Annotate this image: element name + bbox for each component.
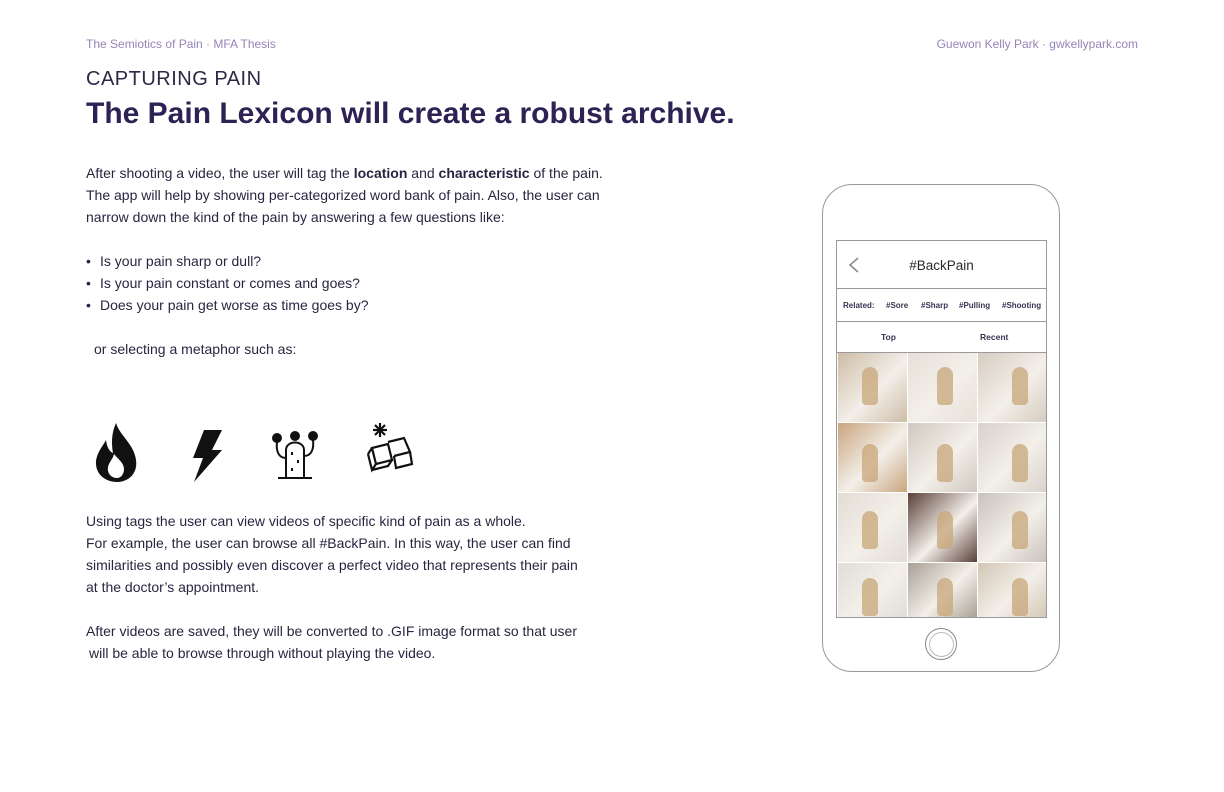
wooden-mannequin-figure bbox=[862, 578, 878, 616]
fire-icon bbox=[86, 420, 148, 486]
video-thumbnail[interactable] bbox=[908, 563, 977, 618]
screen-header bbox=[837, 241, 1046, 289]
wooden-mannequin-figure bbox=[862, 511, 878, 549]
related-tag[interactable]: #Pulling bbox=[959, 301, 991, 310]
home-button[interactable] bbox=[925, 628, 957, 660]
tags-paragraph bbox=[86, 510, 646, 598]
metaphor-icon-row bbox=[86, 420, 426, 486]
gif-line: will be able to browse through without playing the video. bbox=[89, 645, 436, 661]
question-item: • Is your pain sharp or dull? bbox=[86, 250, 368, 272]
sort-tabs bbox=[837, 322, 1046, 353]
ice-cubes-icon bbox=[358, 420, 420, 486]
video-thumbnail[interactable] bbox=[838, 423, 907, 492]
intro-line-3: narrow down the kind of the pain by answering a few questions like: bbox=[86, 209, 505, 225]
intro-text-1: After shooting a video, the user will tag the bbox=[86, 165, 354, 181]
intro-bold-characteristic: characteristic bbox=[438, 165, 530, 181]
intro-bold-location: location bbox=[353, 165, 408, 181]
video-thumbnail[interactable] bbox=[978, 493, 1047, 562]
related-label: Related: bbox=[843, 301, 875, 310]
tags-line: For example, the user can browse all #BackPain. In this way, the user can find bbox=[86, 535, 571, 551]
video-thumbnail[interactable] bbox=[978, 563, 1047, 618]
header-thesis-title: The Semiotics of Pain · MFA Thesis bbox=[86, 37, 276, 51]
gif-paragraph bbox=[86, 620, 646, 664]
related-tag[interactable]: #Sore bbox=[886, 301, 909, 310]
section-kicker: CAPTURING PAIN bbox=[86, 68, 262, 90]
related-tags-bar bbox=[837, 289, 1046, 322]
page-title: The Pain Lexicon will create a robust archive. bbox=[86, 97, 735, 130]
tags-line: at the doctor’s appointment. bbox=[86, 579, 260, 595]
video-thumbnail[interactable] bbox=[978, 353, 1047, 422]
wooden-mannequin-figure bbox=[1012, 367, 1028, 405]
lightning-bolt-icon bbox=[178, 420, 240, 486]
phone-screen bbox=[836, 240, 1047, 618]
tab-top[interactable]: Top bbox=[881, 332, 896, 342]
related-tag[interactable]: #Sharp bbox=[921, 301, 949, 310]
video-thumbnail[interactable] bbox=[908, 493, 977, 562]
question-item: • Is your pain constant or comes and goes? bbox=[86, 272, 368, 294]
gif-line: After videos are saved, they will be converted to .GIF image format so that user bbox=[86, 623, 578, 639]
wooden-mannequin-figure bbox=[1012, 444, 1028, 482]
tab-recent[interactable]: Recent bbox=[980, 332, 1009, 342]
wooden-mannequin-figure bbox=[937, 444, 953, 482]
metaphor-intro: or selecting a metaphor such as: bbox=[94, 341, 297, 357]
tags-line: similarities and possibly even discover a perfect video that represents their pain bbox=[86, 557, 578, 573]
tags-line: Using tags the user can view videos of specific kind of pain as a whole. bbox=[86, 513, 526, 529]
wooden-mannequin-figure bbox=[862, 367, 878, 405]
related-tag[interactable]: #Shooting bbox=[1002, 301, 1042, 310]
intro-text-2: and bbox=[407, 165, 439, 181]
header-author: Guewon Kelly Park · gwkellypark.com bbox=[936, 37, 1138, 51]
video-thumbnail[interactable] bbox=[838, 563, 907, 618]
intro-paragraph bbox=[86, 162, 646, 228]
video-thumbnail[interactable] bbox=[908, 423, 977, 492]
cactus-icon bbox=[268, 420, 330, 486]
video-thumbnail[interactable] bbox=[838, 493, 907, 562]
video-thumbnail[interactable] bbox=[838, 353, 907, 422]
question-item: • Does your pain get worse as time goes by? bbox=[86, 294, 368, 316]
intro-line-2: The app will help by showing per-categorized word bank of pain. Also, the user can bbox=[86, 187, 600, 203]
video-thumbnail[interactable] bbox=[908, 353, 977, 422]
wooden-mannequin-figure bbox=[1012, 578, 1028, 616]
wooden-mannequin-figure bbox=[862, 444, 878, 482]
wooden-mannequin-figure bbox=[1012, 511, 1028, 549]
intro-text-3: of the pain. bbox=[529, 165, 603, 181]
wooden-mannequin-figure bbox=[937, 578, 953, 616]
wooden-mannequin-figure bbox=[937, 367, 953, 405]
screen-title: #BackPain bbox=[909, 258, 974, 273]
video-thumbnail[interactable] bbox=[978, 423, 1047, 492]
wooden-mannequin-figure bbox=[937, 511, 953, 549]
video-thumbnail-grid bbox=[837, 353, 1047, 618]
question-list bbox=[86, 250, 368, 316]
